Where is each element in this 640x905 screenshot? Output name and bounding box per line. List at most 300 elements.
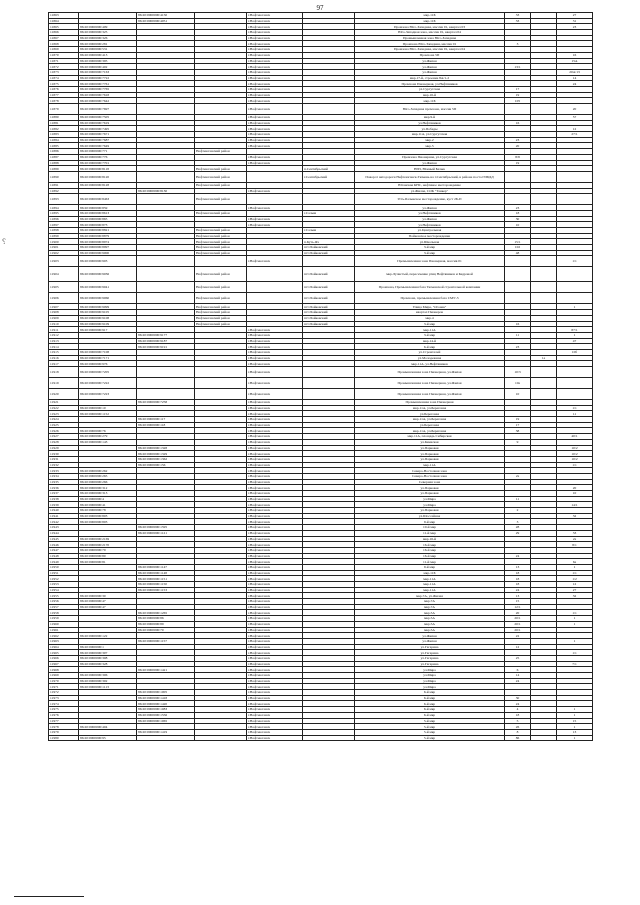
table-cell: 11969 xyxy=(49,673,79,679)
table-cell: п.Куть-Ях xyxy=(303,239,355,245)
table-cell: ул.Жилая xyxy=(355,216,505,222)
table-cell: 86:20:0000000:409 xyxy=(79,24,137,30)
table-cell: 15/1 xyxy=(505,239,531,245)
table-cell xyxy=(303,389,355,400)
table-cell: г.Нефтеюганск xyxy=(247,104,303,115)
table-cell: 5 xyxy=(505,718,531,724)
table-cell: 12 xyxy=(557,126,593,132)
table-cell: г.Нефтеюганск xyxy=(247,120,303,126)
table-cell: ул.Сургутская xyxy=(355,86,505,92)
table-cell: г.Нефтеюганск xyxy=(247,434,303,440)
table-cell: мкр.4 xyxy=(355,315,505,321)
table-cell: г.Нефтеюганск xyxy=(247,621,303,627)
table-cell: 1а xyxy=(531,355,557,361)
table-cell: 86:20:0000000:1005 xyxy=(137,690,195,696)
table-cell: 86:20:0000000:8997 xyxy=(79,245,137,251)
table-cell: 10/2 xyxy=(557,451,593,457)
table-cell: 102 xyxy=(505,245,531,251)
table-cell: 11966 xyxy=(49,655,79,661)
table-cell: 11915 xyxy=(49,349,79,355)
table-cell: мкр.5 xyxy=(355,143,505,149)
table-cell: 3 xyxy=(505,41,531,47)
table-cell xyxy=(195,256,247,267)
table-cell xyxy=(137,378,195,389)
table-cell: 11893 xyxy=(49,194,79,205)
table-cell: 11887 xyxy=(49,154,79,160)
table-cell: Северная зона xyxy=(355,479,505,485)
table-cell: 11883 xyxy=(49,132,79,138)
table-cell: г.Нефтеюганск xyxy=(247,411,303,417)
table-cell: 86:20:0000000:803 xyxy=(79,519,137,525)
table-cell: 8/1 xyxy=(557,542,593,548)
table-cell: 86:20:0000000:9000 xyxy=(79,250,137,256)
table-cell: пгт.Пойковский xyxy=(303,293,355,304)
table-cell: 1/1 xyxy=(557,256,593,267)
table-cell xyxy=(247,171,303,182)
table-cell: 23 xyxy=(505,205,531,211)
table-cell: 1/1 xyxy=(557,570,593,576)
table-cell: 86:20:0000000:7108 xyxy=(79,349,137,355)
table-cell: г.Нефтеюганск xyxy=(247,690,303,696)
table-cell: 11924 xyxy=(49,417,79,423)
table-cell: Северо-Восточная зона xyxy=(355,473,505,479)
table-cell: 86:20:0000000:1152 xyxy=(79,411,137,417)
table-cell: мкр.11Б xyxy=(355,98,505,104)
table-cell: ул.Нефтяников xyxy=(355,210,505,216)
table-cell: 86:20:0000000:1157 xyxy=(137,638,195,644)
table-cell: 6-й мкр xyxy=(355,701,505,707)
table-cell: 12 xyxy=(557,582,593,588)
table-cell: Нефтеюганский район xyxy=(195,315,247,321)
table-cell: ул.Жилая xyxy=(355,69,505,75)
table-cell: 1 xyxy=(557,616,593,622)
table-cell: 86:20:0000000:8974 xyxy=(79,239,137,245)
table-cell: 1 xyxy=(557,735,593,741)
table-cell: 13 xyxy=(505,564,531,570)
table-cell: 86:20:0000000:9191 xyxy=(137,344,195,350)
table-cell: 11935 xyxy=(49,479,79,485)
table-cell: ул.Мира xyxy=(355,502,505,508)
table-cell: Нефтеюганский район xyxy=(195,149,247,155)
table-cell: ул.Жилая xyxy=(355,58,505,64)
table-cell: 4 xyxy=(505,707,531,713)
table-cell xyxy=(531,256,557,267)
table-cell: 11898 xyxy=(49,228,79,234)
table-cell: 11946 xyxy=(49,542,79,548)
table-cell: 86:20:0000000:1 xyxy=(79,644,137,650)
table-cell: 86:20:0000000:7505 xyxy=(79,115,137,121)
table-cell: 86:20:0000000:865 xyxy=(79,216,137,222)
table-cell: ул.Победы xyxy=(355,126,505,132)
table-cell: г.Нефтеюганск xyxy=(247,216,303,222)
table-cell: г.Нефтеюганск xyxy=(247,58,303,64)
table-cell: г.Нефтеюганск xyxy=(247,661,303,667)
table-cell: Промышленная зона Пионерная, ул.Жилая xyxy=(355,378,505,389)
table-cell: г.Нефтеюганск xyxy=(247,542,303,548)
table-cell: ул.Школьная xyxy=(355,239,505,245)
table-cell xyxy=(557,389,593,400)
table-cell: 86:20:0000000:86 xyxy=(137,616,195,622)
table-cell: 17 xyxy=(505,86,531,92)
table-cell: г.Нефтеюганск xyxy=(247,451,303,457)
table-cell: 1 xyxy=(557,332,593,338)
table-cell: 86:20:0000000:313 xyxy=(79,491,137,497)
table-cell xyxy=(505,104,531,115)
table-cell: 86:20:0000000:1148 xyxy=(137,570,195,576)
table-cell: 11939 xyxy=(49,502,79,508)
table-cell: 11977 xyxy=(49,718,79,724)
register-body xyxy=(49,13,593,741)
register-table xyxy=(48,12,593,741)
table-cell: мкр.5А xyxy=(355,616,505,622)
table-cell: г.Нефтеюганск xyxy=(247,604,303,610)
table-cell: 86:20:0000000:771 xyxy=(79,149,137,155)
table-cell: 86:20:0000000:7697 xyxy=(79,104,137,115)
table-cell: Юганская КНС, нефтяное месторождение xyxy=(355,182,505,188)
table-cell: Нефтеюганский район xyxy=(195,194,247,205)
table-cell: г.Нефтеюганск xyxy=(247,445,303,451)
table-cell: 86:20:0000000:8120 xyxy=(79,171,137,182)
table-cell xyxy=(137,282,195,293)
table-cell: 86:20:0000000:859 xyxy=(79,205,137,211)
table-cell: Нефтеюганский район xyxy=(195,321,247,327)
table-cell: г.Нефтеюганск xyxy=(247,344,303,350)
table-cell: 86:20:0000000:9099 xyxy=(79,304,137,310)
table-cell: 11903 xyxy=(49,256,79,267)
table-cell: 86:20:0000000:41 xyxy=(79,502,137,508)
table-cell: 86 xyxy=(505,735,531,741)
table-cell: г.Нефтеюганск xyxy=(247,92,303,98)
table-cell: 86:20:0000000:30 xyxy=(79,593,137,599)
table-cell: 10-й мкр xyxy=(355,525,505,531)
table-cell: г.Нефтеюганск xyxy=(247,400,303,406)
table-cell xyxy=(195,735,247,741)
table-cell: 16 xyxy=(557,52,593,58)
table-cell: Промышленная зона Юго-Западная xyxy=(355,35,505,41)
table-cell: 2 xyxy=(505,508,531,514)
table-cell: Промзона Юго-Западная, массив 01 xyxy=(355,41,505,47)
table-cell: 11874 xyxy=(49,75,79,81)
table-cell: 19 xyxy=(505,92,531,98)
table-cell: 10/2 xyxy=(557,456,593,462)
table-cell xyxy=(137,104,195,115)
table-cell: 1 xyxy=(557,638,593,644)
table-cell: 11897 xyxy=(49,222,79,228)
table-cell: 11900 xyxy=(49,239,79,245)
table-cell xyxy=(505,267,531,282)
table-cell: мкр.11А xyxy=(355,327,505,333)
table-cell: 86:20:0000000:2169 xyxy=(79,536,137,542)
table-cell: 31 xyxy=(557,18,593,24)
table-cell: 11 xyxy=(557,411,593,417)
table-cell: ул.Парковая xyxy=(355,491,505,497)
table-cell: ул.Мира xyxy=(355,678,505,684)
table-cell: 86:20:0000000:326 xyxy=(79,35,137,41)
table-cell: Промзона Пионерная, ул.Нефтяников xyxy=(355,81,505,87)
table-cell: 8 xyxy=(505,729,531,735)
table-cell: 86:20:0000000:413 xyxy=(79,52,137,58)
table-cell: 15А xyxy=(557,58,593,64)
table-cell: 86:20:0000000:8118 xyxy=(79,166,137,172)
table-cell: г.Нефтеюганск xyxy=(247,75,303,81)
table-cell: 11881 xyxy=(49,120,79,126)
table-cell: 11957 xyxy=(49,604,79,610)
table-cell: 86:20:0000000:265 xyxy=(79,473,137,479)
table-cell: 1 xyxy=(557,621,593,627)
table-cell: 11972 xyxy=(49,690,79,696)
table-cell: 11973 xyxy=(49,695,79,701)
table-cell: 5-й мкр xyxy=(355,724,505,730)
table-cell: 11950 xyxy=(49,564,79,570)
table-cell: Улица Мира, "Огонек" xyxy=(355,304,505,310)
table-cell: 11938 xyxy=(49,496,79,502)
table-cell: г.Нефтеюганск xyxy=(247,18,303,24)
table-cell xyxy=(531,293,557,304)
table-cell: 86:20:0000000:95 xyxy=(79,735,137,741)
table-cell: ул.Строителей xyxy=(355,349,505,355)
table-cell: 86:20:0000000:279 xyxy=(79,434,137,440)
table-cell xyxy=(247,267,303,282)
table-cell: 86:20:0000000:9041 xyxy=(79,282,137,293)
table-cell: 23 xyxy=(505,344,531,350)
table-cell: 11930 xyxy=(49,451,79,457)
table-cell: 11918 xyxy=(49,367,79,378)
table-cell: 9 xyxy=(505,439,531,445)
table-cell: мкр.11А xyxy=(355,576,505,582)
table-cell: 11871 xyxy=(49,58,79,64)
table-cell: 86:20:0000000:1083 xyxy=(137,707,195,713)
table-cell xyxy=(557,282,593,293)
table-cell: 11867 xyxy=(49,35,79,41)
table-cell: г.Нефтеюганск xyxy=(247,361,303,367)
table-cell: ул.Парковая xyxy=(355,445,505,451)
table-cell xyxy=(303,256,355,267)
table-cell: 16-й мкр xyxy=(355,542,505,548)
table-cell: 86:20:0000000:903 xyxy=(79,256,137,267)
table-cell: 86:20:0000000:143 xyxy=(79,439,137,445)
table-cell: мкр.11Б xyxy=(355,13,505,19)
table-cell: 86:20:0000000:404 xyxy=(79,724,137,730)
table-cell: мкр.11А, ул.Береговая xyxy=(355,417,505,423)
table-cell: 40/1 xyxy=(557,434,593,440)
table-cell: 86:20:0000000:4 xyxy=(79,496,137,502)
table-cell: 47 xyxy=(557,338,593,344)
table-row xyxy=(49,194,593,205)
table-cell: 3-й мкр xyxy=(355,245,505,251)
table-cell: мкр.17-й, строение 8А/1-2 xyxy=(355,75,505,81)
table-cell: 86:20:0000000:803 xyxy=(79,513,137,519)
table-cell: 27/1 xyxy=(557,132,593,138)
table-cell: 10 xyxy=(505,389,531,400)
table-cell: г.Нефтеюганск xyxy=(247,30,303,36)
table-cell: г.Нефтеюганск xyxy=(247,564,303,570)
footer-rule xyxy=(14,896,84,897)
table-cell: 24 xyxy=(505,678,531,684)
table-cell xyxy=(247,293,303,304)
table-cell: ул.Парковая xyxy=(355,456,505,462)
table-cell: ул.Жилая xyxy=(355,633,505,639)
table-cell: 86:20:0000000:8128 xyxy=(79,182,137,188)
table-cell: 20 xyxy=(557,485,593,491)
table-cell: 30 xyxy=(505,695,531,701)
table-cell: г.Нефтеюганск xyxy=(247,367,303,378)
table-cell: г.Нефтеюганск xyxy=(247,530,303,536)
table-cell: 86:20:0000000:122 xyxy=(79,633,137,639)
table-cell: 11890 xyxy=(49,171,79,182)
table-cell: г.Нефтеюганск xyxy=(247,547,303,553)
table-cell: 11978 xyxy=(49,724,79,730)
table-cell: г.Нефтеюганск xyxy=(247,439,303,445)
table-cell: 6-й мкр xyxy=(355,707,505,713)
table-cell: г.Нефтеюганск xyxy=(247,701,303,707)
table-cell: 86:20:0000000:9108 xyxy=(79,315,137,321)
table-cell: 24 xyxy=(557,81,593,87)
table-cell: 11866 xyxy=(49,30,79,36)
table-cell: 19 xyxy=(505,417,531,423)
table-cell: г.Нефтеюганск xyxy=(247,729,303,735)
table-cell: 1 xyxy=(557,564,593,570)
table-row xyxy=(49,256,593,267)
table-cell: 29 xyxy=(505,530,531,536)
table-cell: 24 xyxy=(505,587,531,593)
table-cell: г.Нефтеюганск xyxy=(247,644,303,650)
table-cell: г.Салым xyxy=(303,210,355,216)
table-cell: 86:20:0000000:7642 xyxy=(79,98,137,104)
table-cell: 11953 xyxy=(49,582,79,588)
table-cell: 38 xyxy=(505,428,531,434)
table-cell: 86:20:0000000:1150 xyxy=(137,582,195,588)
table-cell: 11927 xyxy=(49,434,79,440)
table-cell: 86:20:0000000:7223 xyxy=(79,389,137,400)
table-row xyxy=(49,293,593,304)
table-cell: 18 xyxy=(505,570,531,576)
table-cell: 11870 xyxy=(49,52,79,58)
table-cell: мкр.16-й xyxy=(355,536,505,542)
table-cell: Нефтеюганский район xyxy=(195,267,247,282)
table-cell: пгт.Пойковский xyxy=(303,321,355,327)
table-cell: 11 xyxy=(505,496,531,502)
table-cell: мкр.7А xyxy=(355,599,505,605)
table-cell: 11872 xyxy=(49,64,79,70)
table-cell: 6-й мкр xyxy=(355,695,505,701)
table-cell: г.Нефтеюганск xyxy=(247,496,303,502)
table-cell: 11916 xyxy=(49,355,79,361)
table-cell xyxy=(505,256,531,267)
table-cell: 33 xyxy=(505,18,531,24)
table-cell xyxy=(531,389,557,400)
table-cell: 11952 xyxy=(49,576,79,582)
table-cell: мкр.7А, ул.Жилая xyxy=(355,593,505,599)
table-cell: 11920 xyxy=(49,389,79,400)
table-cell: 6а xyxy=(557,559,593,565)
table-cell: 7/1 xyxy=(557,661,593,667)
table-cell: г.Нефтеюганск xyxy=(247,536,303,542)
table-cell: Промышленная зона Пионерная xyxy=(355,400,505,406)
table-cell: ул.Жилая xyxy=(355,160,505,166)
table-cell: 23 xyxy=(505,137,531,143)
table-cell: Промзона, Промышленная база Тюменской строительной компании xyxy=(355,282,505,293)
table-cell: 18 xyxy=(505,576,531,582)
table-cell xyxy=(137,367,195,378)
table-cell: 11960 xyxy=(49,621,79,627)
table-cell: г.Нефтеюганск xyxy=(247,650,303,656)
table-cell: ул.Жилая xyxy=(355,205,505,211)
table-cell: 86:20:0000000:4051 xyxy=(137,18,195,24)
table-cell: 11885 xyxy=(49,143,79,149)
table-cell xyxy=(137,389,195,400)
table-cell: г.Нефтеюганск xyxy=(247,222,303,228)
table-cell: г.Нефтеюганск xyxy=(247,126,303,132)
table-cell: Промзона Юго-Западная, массив 01, квартал 04 xyxy=(355,47,505,53)
table-cell: Промзона Пионерная, ул.Сургутская xyxy=(355,154,505,160)
table-cell: 11889 xyxy=(49,166,79,172)
table-cell: 86:20:0000000:9105 xyxy=(79,310,137,316)
table-cell: г.Нефтеюганск xyxy=(247,638,303,644)
table-cell: 57 xyxy=(557,115,593,121)
table-cell: мкр.16-й xyxy=(355,92,505,98)
table-cell: 11926 xyxy=(49,428,79,434)
table-cell: г.Салым xyxy=(303,228,355,234)
table-cell: г.Нефтеюганск xyxy=(247,349,303,355)
table-cell: ул.Нефтяников xyxy=(355,222,505,228)
table-cell: 11932 xyxy=(49,462,79,468)
table-cell: Юго-Западная промзона, массив 5П xyxy=(355,104,505,115)
table-cell: г.Нефтеюганск xyxy=(247,559,303,565)
table-cell: 18 xyxy=(505,210,531,216)
table-cell: 86:20:0000000:1153 xyxy=(137,587,195,593)
table-cell: Нефтеюганский район xyxy=(195,245,247,251)
table-cell xyxy=(505,171,531,182)
table-cell: 86:20:0000000:1419 xyxy=(137,729,195,735)
table-cell: 86:20:0000000:312 xyxy=(79,485,137,491)
table-cell: 11891 xyxy=(49,182,79,188)
table-cell: мкр.2 xyxy=(355,137,505,143)
table-cell: 11919 xyxy=(49,378,79,389)
table-cell: г.Нефтеюганск xyxy=(247,582,303,588)
table-cell: 86:20:0000000:1113 xyxy=(79,684,137,690)
table-cell: 11967 xyxy=(49,661,79,667)
table-cell: г.Нефтеюганск xyxy=(247,137,303,143)
table-cell xyxy=(137,256,195,267)
table-cell: 6-й мкр xyxy=(355,690,505,696)
table-cell: г.Нефтеюганск xyxy=(247,553,303,559)
table-cell xyxy=(531,267,557,282)
table-cell: 11963 xyxy=(49,638,79,644)
table-cell: Нефтеюганский район xyxy=(195,239,247,245)
table-cell: 3-й мкр xyxy=(355,321,505,327)
table-cell: 86:20:0000000:266 xyxy=(79,479,137,485)
table-cell: 86:20:0000000:7761 xyxy=(79,81,137,87)
table-cell: г.Сентябрьский xyxy=(303,171,355,182)
table-cell: 86:20:0000000:1151 xyxy=(137,576,195,582)
table-cell: 11943 xyxy=(49,525,79,531)
table-cell: 13/1 xyxy=(505,64,531,70)
table-cell: 86:20:0000000:531 xyxy=(79,47,137,53)
table-cell: 11909 xyxy=(49,315,79,321)
table-cell: мкр.11Б xyxy=(355,570,505,576)
table-cell: г.Нефтеюганск xyxy=(247,47,303,53)
table-cell: 11895 xyxy=(49,210,79,216)
table-cell xyxy=(557,378,593,389)
table-cell: 10 xyxy=(557,491,593,497)
table-cell: г.Нефтеюганск xyxy=(247,69,303,75)
table-cell: 19 xyxy=(505,160,531,166)
table-cell: 86:20:0000000:117 xyxy=(137,417,195,423)
table-cell: 11955 xyxy=(49,593,79,599)
table-cell: г.Нефтеюганск xyxy=(247,115,303,121)
table-cell: 5-й мкр xyxy=(355,729,505,735)
table-cell: 11949 xyxy=(49,559,79,565)
